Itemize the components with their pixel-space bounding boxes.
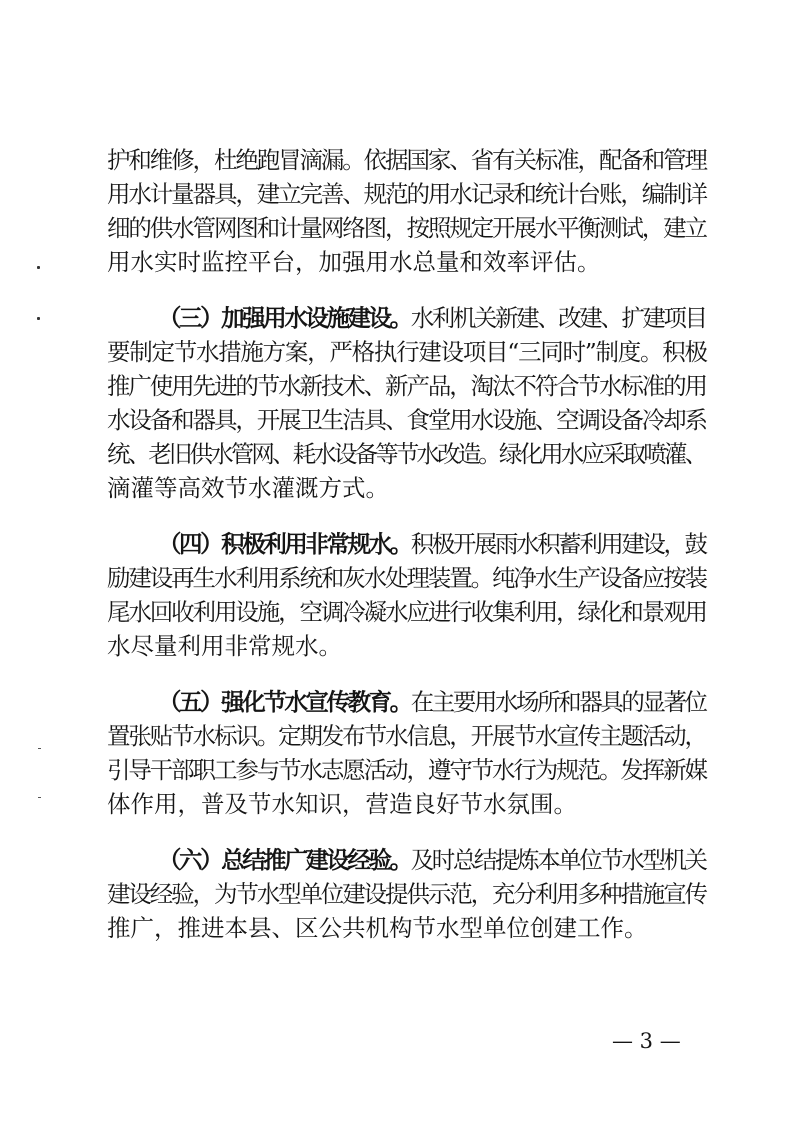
line-text: 引导干部职工参与节水志愿活动，遵守节水行为规范。发挥新媒 xyxy=(107,756,706,784)
line-text: 水利机关新建、改建、扩建项目 xyxy=(410,304,706,332)
line-text: 水尽量利用非常规水。 xyxy=(107,632,342,660)
line-text: 推广使用先进的节水新技术、新产品，淘汰不符合节水标准的用 xyxy=(107,372,706,400)
section-heading: （六）总结推广建设经验。 xyxy=(158,846,411,874)
text-line xyxy=(107,563,706,593)
section-heading: （三）加强用水设施建设。 xyxy=(158,304,411,332)
line-text: 水设备和器具，开展卫生洁具、食堂用水设施、空调设备冷却系 xyxy=(107,406,706,434)
paragraph-first-line xyxy=(158,845,706,875)
scan-speck xyxy=(38,797,41,798)
line-text: 统、老旧供水管网、耗水设备等节水改造。绿化用水应采取喷灌、 xyxy=(107,440,706,468)
page-number: — 3 — xyxy=(612,1029,681,1053)
text-line xyxy=(107,371,706,401)
line-text: 积极开展雨水积蓄利用建设，鼓 xyxy=(410,530,706,558)
scan-speck xyxy=(38,748,41,749)
line-text: 用水计量器具，建立完善、规范的用水记录和统计台账，编制详 xyxy=(107,180,706,208)
text-line xyxy=(107,789,577,819)
text-line xyxy=(107,913,648,943)
line-text: 励建设再生水利用系统和灰水处理装置。纯净水生产设备应按装 xyxy=(107,564,706,592)
line-text: 及时总结提炼本单位节水型机关 xyxy=(410,846,706,874)
scan-speck xyxy=(37,317,40,320)
text-line xyxy=(107,439,705,469)
line-text: 在主要用水场所和器具的显著位 xyxy=(410,688,706,716)
line-text: 推广，推进本县、区公共机构节水型单位创建工作。 xyxy=(107,914,648,942)
text-line xyxy=(107,721,706,751)
text-line xyxy=(107,755,706,785)
line-text: 置张贴节水标识。定期发布节水信息，开展节水宣传主题活动， xyxy=(107,722,706,750)
text-line xyxy=(107,631,342,661)
line-text: 护和维修，杜绝跑冒滴漏。依据国家、省有关标准，配备和管理 xyxy=(107,146,706,174)
text-line xyxy=(107,179,706,209)
text-line xyxy=(107,145,706,175)
line-text: 滴灌等高效节水灌溉方式。 xyxy=(107,474,389,502)
section-heading: （五）强化节水宣传教育。 xyxy=(158,688,411,716)
text-line xyxy=(107,213,706,243)
line-text: 用水实时监控平台，加强用水总量和效率评估。 xyxy=(107,248,601,276)
paragraph-first-line xyxy=(158,303,706,333)
text-line xyxy=(107,879,706,909)
paragraph-first-line xyxy=(158,529,706,559)
paragraph-first-line xyxy=(158,687,706,717)
line-text: 要制定节水措施方案，严格执行建设项目“三同时”制度。积极 xyxy=(107,338,707,366)
text-line xyxy=(107,247,601,277)
scan-speck xyxy=(37,266,40,269)
text-line xyxy=(107,597,706,627)
line-text: 体作用，普及节水知识，营造良好节水氛围。 xyxy=(107,790,577,818)
text-line xyxy=(107,473,389,503)
text-line xyxy=(107,405,706,435)
line-text: 细的供水管网图和计量网络图，按照规定开展水平衡测试，建立 xyxy=(107,214,706,242)
line-text: 建设经验，为节水型单位建设提供示范，充分利用多种措施宣传 xyxy=(107,880,706,908)
line-text: 尾水回收利用设施，空调冷凝水应进行收集利用，绿化和景观用 xyxy=(107,598,706,626)
text-line xyxy=(107,337,707,367)
section-heading: （四）积极利用非常规水。 xyxy=(158,530,411,558)
